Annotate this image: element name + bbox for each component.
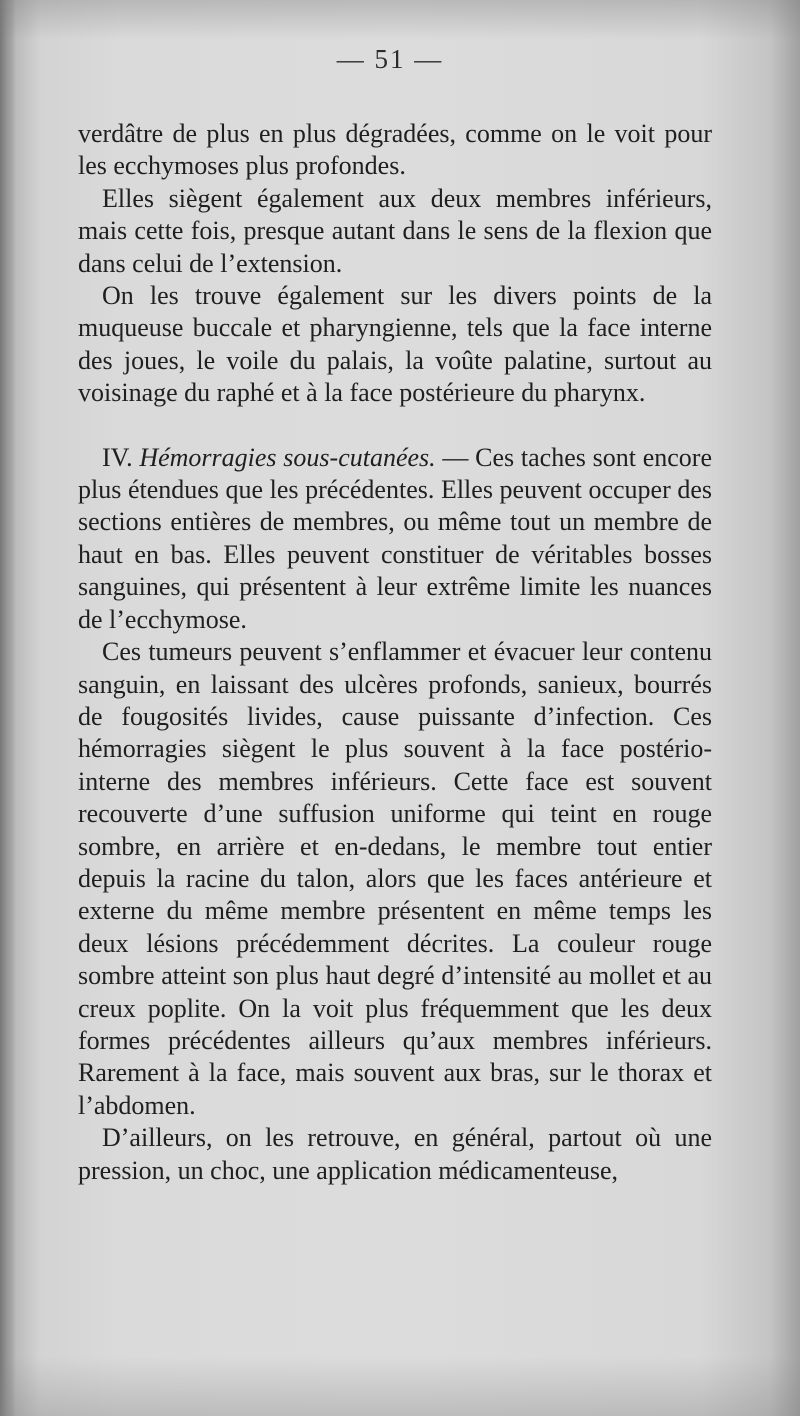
section-title: Hémorragies sous-cutanées. — [139, 442, 436, 472]
paragraph-tumors: Ces tumeurs peuvent s’enflammer et évacuer leur contenu sanguin, en laissant des ulcères profonds, sanieux, bourrés de fougosités livides, cause puissante d’infection. Ces hémorragies siègent le plus souvent à la face postério-interne des membres inférieurs. Cette face est souvent recouverte d’une suffusion uniforme qui teint en rouge sombre, en arrière et en-dedans, le membre tout entier depuis la racine du talon, alors que les faces antérieure et externe du même membre présentent en même temps les deux lésions précédemment décrites. La couleur rouge sombre atteint son plus haut degré d’intensité au mollet et au creux poplite. On la voit plus fréquemment que les deux formes précédentes ailleurs qu’aux membres inférieurs. Rarement à la face, mais souvent aux bras, sur le thorax et l’abdomen. — [78, 637, 712, 1120]
bottom-edge-shadow — [0, 1356, 800, 1416]
top-edge-shadow — [0, 0, 800, 40]
paragraph-pressure: D’ailleurs, on les retrouve, en général, partout où une pression, un choc, une application médicamenteuse, — [78, 1123, 712, 1185]
section-iv-paragraph — [78, 442, 712, 636]
paragraph-continuation: verdâtre de plus en plus dégradées, comme on le voit pour les ecchymoses plus profondes. — [78, 119, 712, 181]
page-gutter-shadow — [0, 0, 16, 1416]
section-text: — Ces taches sont encore plus étendues que les précédentes. Elles peuvent occuper des sections entières de membres, ou même tout un membre de haut en bas. Elles peuvent constituer de véritables bosses sanguines, qui présentent à leur extrême limite les nuances de l’ecchymose. — [78, 442, 712, 634]
body-text — [78, 118, 712, 1187]
paragraph-mucosa: On les trouve également sur les divers points de la muqueuse buccale et pharyngienne, tels que la face interne des joues, le voile du palais, la voûte palatine, surtout au voisinage du raphé et à la face postérieure du pharynx. — [78, 281, 712, 408]
page-number: — 51 — — [336, 44, 444, 74]
paragraph-lower-limbs: Elles siègent également aux deux membres inférieurs, mais cette fois, presque autant dans le sens de la flexion que dans celui de l’extension. — [78, 183, 712, 278]
section-number: IV. — [102, 442, 133, 472]
